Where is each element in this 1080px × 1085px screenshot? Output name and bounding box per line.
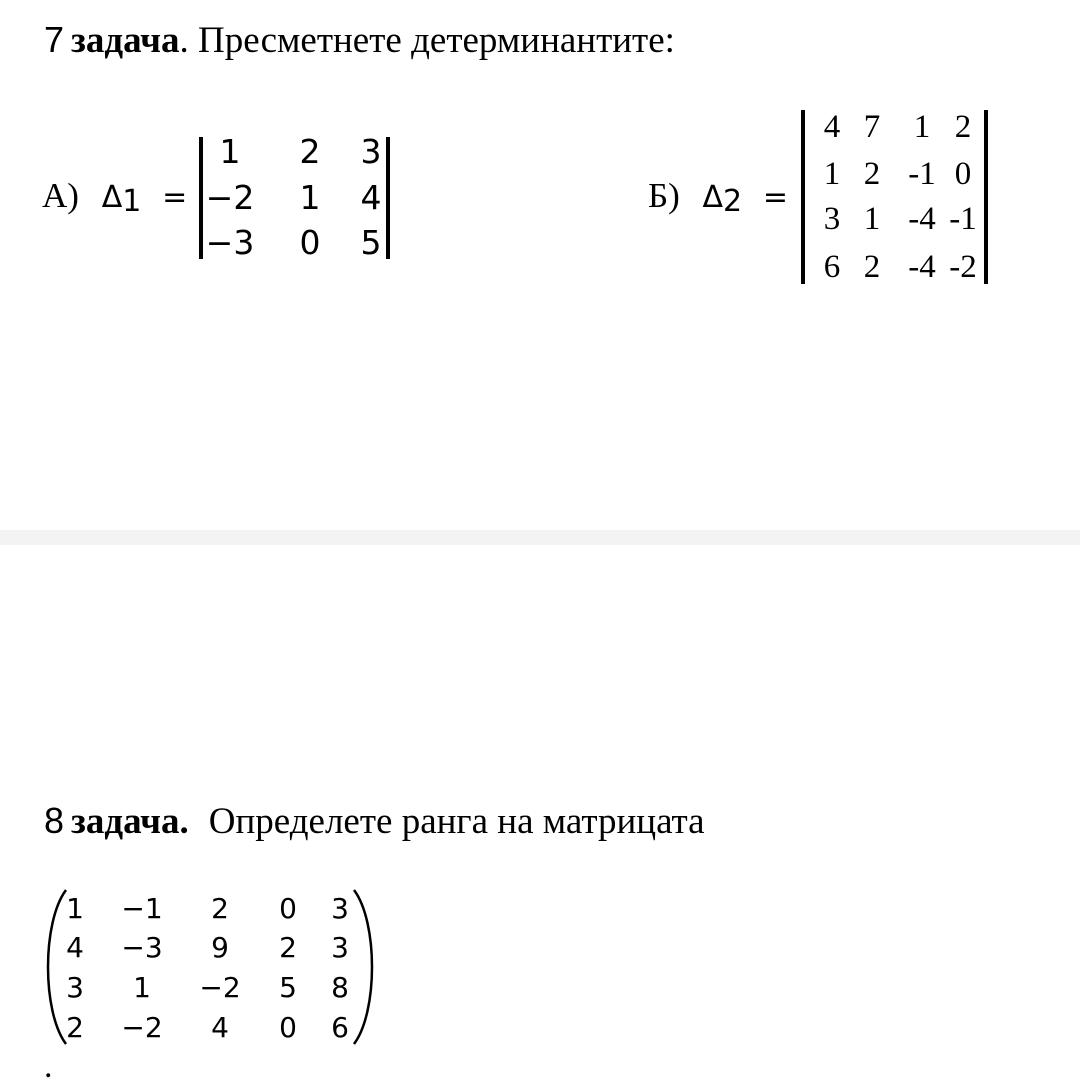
- part-a-label: А): [42, 176, 79, 215]
- determinant-a-cell: −3: [205, 223, 255, 262]
- task8-number: 8: [44, 800, 65, 841]
- task7-heading: [44, 20, 675, 61]
- determinant-a-cell: 0: [299, 223, 321, 262]
- task7-word: задача: [71, 20, 180, 61]
- delta-2-symbol: Δ: [702, 180, 724, 215]
- determinant-a-cell: 3: [360, 132, 382, 171]
- determinant-b-cell: 1: [823, 156, 841, 192]
- delta-2-index: 2: [723, 184, 743, 219]
- rank-matrix-cell: 2: [66, 1011, 84, 1044]
- determinant-b-cell: -4: [908, 201, 936, 237]
- rank-matrix-cell: 3: [331, 892, 349, 925]
- determinant-b-cell: -4: [908, 249, 936, 285]
- rank-matrix-cell: 4: [211, 1011, 229, 1044]
- task8-word: задача.: [71, 801, 189, 842]
- task7-number: 7: [44, 19, 65, 60]
- rank-matrix-cell: 2: [211, 892, 229, 925]
- delta-1-index: 1: [122, 184, 142, 219]
- determinant-a-cell: 1: [219, 132, 241, 171]
- rank-matrix-cell: 9: [211, 931, 229, 964]
- determinant-a-cell: −2: [205, 178, 255, 217]
- determinant-b-left-bar: [801, 110, 805, 284]
- rank-matrix-cell: −2: [121, 1011, 163, 1044]
- determinant-a-cell: 1: [299, 178, 321, 217]
- determinant-b-cell: 7: [863, 109, 881, 145]
- rank-matrix-cell: 3: [66, 971, 84, 1004]
- determinant-b-cell: 4: [823, 109, 841, 145]
- rank-matrix-cell: 3: [331, 931, 349, 964]
- determinant-b-cell: -1: [908, 156, 936, 192]
- page-separator: [0, 530, 1080, 545]
- determinant-b-cell: 2: [954, 109, 972, 145]
- determinant-b-cell: 1: [863, 201, 881, 237]
- task8-heading: [44, 801, 705, 842]
- rank-matrix-cell: −3: [121, 931, 163, 964]
- determinant-a-cell: 2: [299, 132, 321, 171]
- part-a-equals: =: [162, 180, 188, 215]
- trailing-period: .: [44, 1048, 53, 1085]
- determinant-b-cell: -2: [949, 249, 977, 285]
- rank-matrix-cell: 0: [279, 1011, 297, 1044]
- part-b-equals: =: [762, 180, 789, 215]
- determinant-b-cell: 2: [863, 156, 881, 192]
- determinant-b-cell: 6: [823, 249, 841, 285]
- rank-matrix-cell: 2: [279, 931, 297, 964]
- rank-matrix-cell: 6: [331, 1011, 349, 1044]
- part-b-label-group: [648, 176, 788, 222]
- determinant-b-cell: 3: [823, 201, 841, 237]
- rank-matrix-cell: 1: [66, 892, 84, 925]
- determinant-b-cell: -1: [949, 201, 977, 237]
- determinant-b-cell: 1: [913, 109, 931, 145]
- task7-instruction: . Пресметнете детерминантите:: [179, 20, 675, 61]
- rank-matrix-cell: −2: [199, 971, 241, 1004]
- determinant-b-cell: 2: [863, 249, 881, 285]
- rank-matrix-cell: 5: [279, 971, 297, 1004]
- part-b-label: Б): [648, 176, 680, 215]
- rank-matrix-cell: 4: [66, 931, 84, 964]
- task8-instruction: Определете ранга на матрицата: [208, 801, 705, 842]
- rank-matrix-cell: −1: [121, 892, 163, 925]
- delta-1-symbol: Δ: [101, 180, 123, 215]
- rank-matrix-cell: 8: [331, 971, 349, 1004]
- determinant-b-cell: 0: [954, 156, 972, 192]
- determinant-a-cell: 4: [360, 178, 382, 217]
- part-a-label-group: [42, 176, 187, 222]
- determinant-a-cell: 5: [360, 223, 382, 262]
- rank-matrix-cell: 0: [279, 892, 297, 925]
- rank-matrix-cell: 1: [133, 971, 151, 1004]
